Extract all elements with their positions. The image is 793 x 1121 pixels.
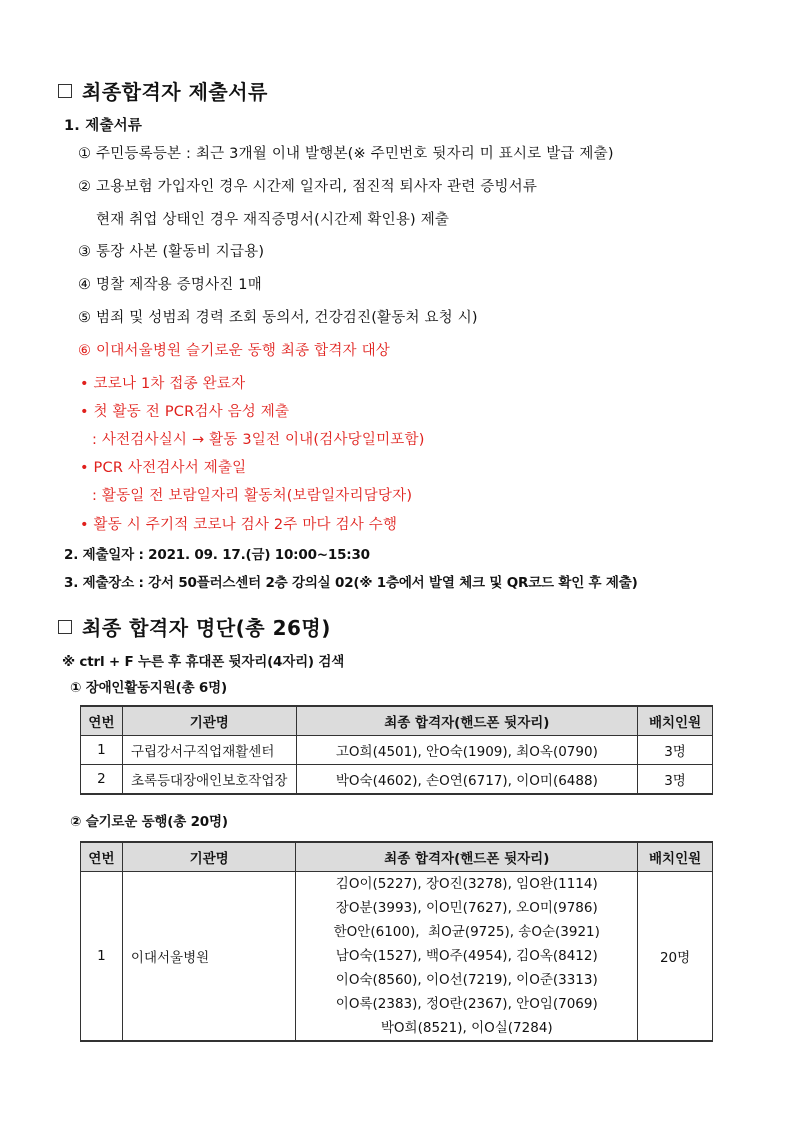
red-note-bullet-1: • 코로나 1차 접종 완료자 (80, 376, 246, 392)
cell-org: 이대서울병원 (122, 872, 296, 1042)
names-line: 이O숙(8560), 이O선(7219), 이O준(3313) (335, 972, 598, 988)
header-org: 기관명 (122, 706, 296, 736)
cell-org: 구립강서구직업재활센터 (122, 736, 296, 765)
search-note: ※ ctrl + F 누른 후 휴대폰 뒷자리(4자리) 검색 (62, 654, 345, 670)
header-names: 최종 합격자(핸드폰 뒷자리) (296, 842, 638, 872)
section-title: 최종합격자 제출서류 (82, 80, 268, 104)
section-heading-documents (58, 76, 268, 105)
header-count: 배치인원 (638, 842, 713, 872)
checkbox-square-icon (58, 84, 72, 98)
red-note-bullet-4: • 활동 시 주기적 코로나 검사 2주 마다 검사 수행 (80, 517, 398, 533)
cell-names (296, 872, 638, 1042)
cell-count: 3명 (638, 736, 713, 765)
red-note-bullet-3: • PCR 사전검사서 제출일 (80, 460, 247, 476)
doc-item-4: ④ 명찰 제작용 증명사진 1매 (78, 277, 262, 293)
group2-title: ② 슬기로운 동행(총 20명) (70, 814, 228, 830)
section-heading-list (58, 612, 331, 641)
header-count: 배치인원 (638, 706, 713, 736)
doc-item-5: ⑤ 범죄 및 성범죄 경력 조회 동의서, 건강검진(활동처 요청 시) (78, 310, 478, 326)
names-line: 장O분(3993), 이O민(7627), 오O미(9786) (335, 900, 598, 916)
names-line: 박O희(8521), 이O실(7284) (380, 1020, 553, 1036)
red-note-detail-3: : 활동일 전 보람일자리 활동처(보람일자리담당자) (92, 488, 413, 504)
table-companion (80, 841, 713, 1042)
group1-title: ① 장애인활동지원(총 6명) (70, 680, 227, 696)
cell-names: 박O숙(4602), 손O연(6717), 이O미(6488) (296, 765, 637, 795)
header-no: 연번 (81, 706, 123, 736)
cell-no: 1 (81, 736, 123, 765)
table-row (81, 872, 713, 1042)
names-line: 이O록(2383), 정O란(2367), 안O임(7069) (335, 996, 598, 1012)
item1-heading: 1. 제출서류 (64, 118, 143, 134)
names-line: 한O안(6100), 최O균(9725), 송O순(3921) (333, 924, 600, 940)
cell-no: 2 (81, 765, 123, 795)
cell-count: 20명 (638, 872, 713, 1042)
doc-item-2: ② 고용보험 가입자인 경우 시간제 일자리, 점진적 퇴사자 관련 증빙서류 (78, 179, 538, 195)
table-header-row (81, 842, 713, 872)
table-row (81, 765, 713, 795)
red-note-bullet-2: • 첫 활동 전 PCR검사 음성 제출 (80, 404, 290, 420)
doc-item-3: ③ 통장 사본 (활동비 지급용) (78, 244, 265, 260)
header-names: 최종 합격자(핸드폰 뒷자리) (296, 706, 637, 736)
red-note-detail-2: : 사전검사실시 → 활동 3일전 이내(검사당일미포함) (92, 432, 425, 448)
red-note-6: ⑥ 이대서울병원 슬기로운 동행 최종 합격자 대상 (78, 343, 390, 359)
table-header-row (81, 706, 713, 736)
cell-names: 고O희(4501), 안O숙(1909), 최O옥(0790) (296, 736, 637, 765)
submit-place: 3. 제출장소 : 강서 50플러스센터 2층 강의실 02(※ 1층에서 발열 체크 및 QR코드 확인 후 제출) (64, 575, 638, 591)
cell-no: 1 (81, 872, 123, 1042)
cell-org: 초록등대장애인보호작업장 (122, 765, 296, 795)
doc-item-2-cont: 현재 취업 상태인 경우 재직증명서(시간제 확인용) 제출 (96, 212, 450, 228)
header-org: 기관명 (122, 842, 296, 872)
section-title: 최종 합격자 명단(총 26명) (82, 616, 331, 640)
table-row (81, 736, 713, 765)
submit-date: 2. 제출일자 : 2021. 09. 17.(금) 10:00~15:30 (64, 547, 370, 563)
table-disability-support (80, 705, 713, 795)
checkbox-square-icon (58, 620, 72, 634)
doc-item-1: ① 주민등록등본 : 최근 3개월 이내 발행본(※ 주민번호 뒷자리 미 표시로 발급 제출) (78, 146, 614, 162)
names-line: 김O이(5227), 장O진(3278), 임O완(1114) (335, 876, 598, 892)
names-line: 남O숙(1527), 백O주(4954), 김O옥(8412) (335, 948, 598, 964)
header-no: 연번 (81, 842, 123, 872)
cell-count: 3명 (638, 765, 713, 795)
